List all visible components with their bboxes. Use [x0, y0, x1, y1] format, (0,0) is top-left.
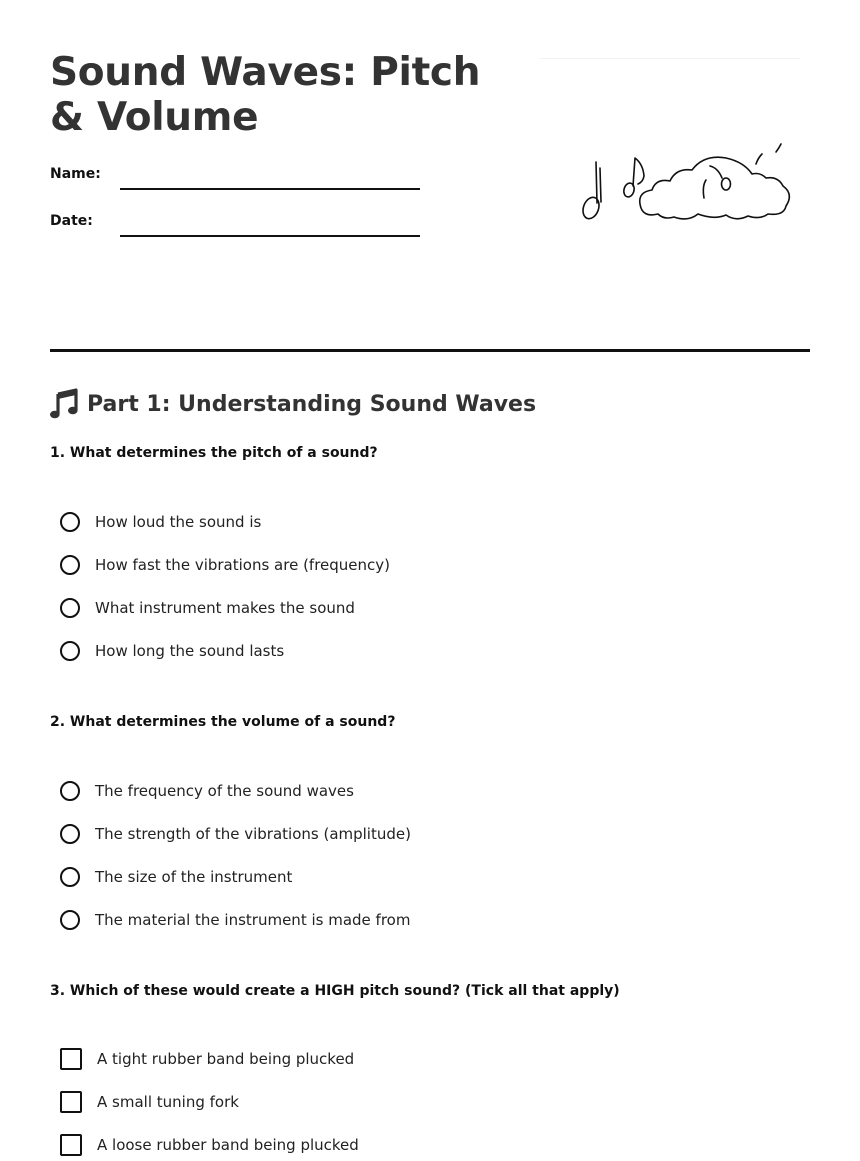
q2-option-4[interactable]: [60, 907, 410, 933]
q2-option-2[interactable]: [60, 821, 411, 847]
radio-button[interactable]: [60, 598, 80, 618]
option-label: How long the sound lasts: [95, 642, 285, 660]
option-label: How fast the vibrations are (frequency): [95, 556, 391, 574]
part1-title: Part 1: Understanding Sound Waves: [87, 391, 537, 417]
option-label: The frequency of the sound waves: [95, 782, 354, 800]
faint-divider: [540, 58, 800, 59]
question-1-text: 1. What determines the pitch of a sound?: [50, 445, 378, 461]
part1-heading: [50, 387, 536, 421]
q1-option-1[interactable]: [60, 509, 261, 535]
option-label: How loud the sound is: [95, 513, 262, 531]
option-label: The size of the instrument: [95, 868, 293, 886]
option-label: A tight rubber band being plucked: [97, 1050, 355, 1068]
option-label: What instrument makes the sound: [95, 599, 355, 617]
radio-button[interactable]: [60, 910, 80, 930]
checkbox[interactable]: [60, 1048, 82, 1070]
q1-option-3[interactable]: [60, 595, 355, 621]
checkbox[interactable]: [60, 1134, 82, 1156]
radio-button[interactable]: [60, 641, 80, 661]
checkbox[interactable]: [60, 1091, 82, 1113]
radio-button[interactable]: [60, 512, 80, 532]
name-answer-line[interactable]: [120, 188, 420, 190]
worksheet-page: [50, 0, 810, 1161]
q3-option-2[interactable]: [60, 1089, 239, 1115]
q3-option-1[interactable]: [60, 1046, 354, 1072]
option-label: A small tuning fork: [97, 1093, 239, 1111]
q2-option-3[interactable]: [60, 864, 292, 890]
radio-button[interactable]: [60, 867, 80, 887]
name-label: Name:: [50, 166, 101, 182]
date-field[interactable]: [50, 207, 420, 237]
q3-option-3[interactable]: [60, 1132, 359, 1158]
music-note-icon: [50, 388, 78, 420]
date-answer-line[interactable]: [120, 235, 420, 237]
radio-button[interactable]: [60, 781, 80, 801]
option-label: A loose rubber band being plucked: [97, 1136, 359, 1154]
radio-button[interactable]: [60, 555, 80, 575]
date-label: Date:: [50, 213, 93, 229]
q2-option-1[interactable]: [60, 778, 354, 804]
q1-option-4[interactable]: [60, 638, 284, 664]
section-divider: [50, 349, 810, 352]
worksheet-title: Sound Waves: Pitch & Volume: [50, 50, 481, 140]
name-field[interactable]: [50, 160, 420, 190]
option-label: The strength of the vibrations (amplitude): [95, 825, 411, 843]
question-3-text: 3. Which of these would create a HIGH pitch sound? (Tick all that apply): [50, 983, 620, 999]
radio-button[interactable]: [60, 824, 80, 844]
option-label: The material the instrument is made from: [95, 911, 411, 929]
music-notes-cloud-doodle: [580, 140, 810, 230]
q1-option-2[interactable]: [60, 552, 390, 578]
question-2-text: 2. What determines the volume of a sound?: [50, 714, 396, 730]
